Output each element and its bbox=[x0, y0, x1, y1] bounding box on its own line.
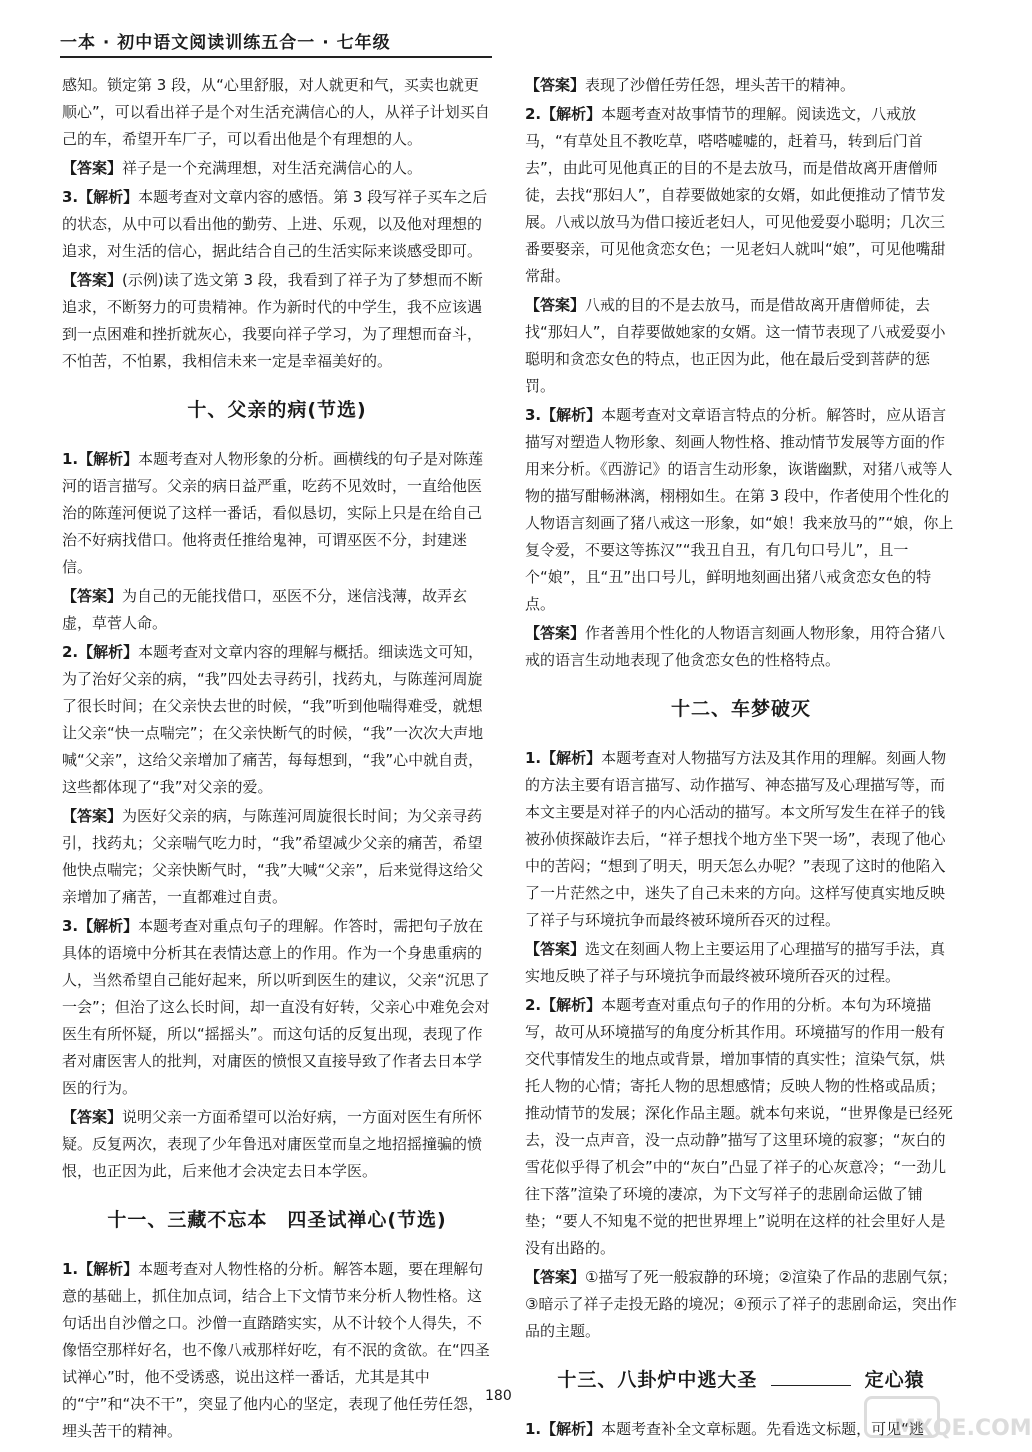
answer-text: 说明父亲一方面希望可以治好病，一方面对医生有所怀疑。反复两次，表现了少年鲁迅对庸医堂而皇之地招摇撞骗的愤恨，也正因为此，后来他才会决定去日本学医。 bbox=[62, 1108, 483, 1180]
analysis-label: 【解析】 bbox=[541, 1420, 602, 1438]
question-number: 3. bbox=[62, 188, 79, 206]
section-title-13 bbox=[525, 1367, 957, 1394]
answer-label: 【答案】 bbox=[525, 76, 586, 94]
question-number: 1. bbox=[62, 450, 79, 468]
question-number: 2. bbox=[525, 996, 542, 1014]
s11-q3-analysis bbox=[525, 402, 957, 618]
analysis-label: 【解析】 bbox=[78, 450, 139, 468]
answer-text: 八戒的目的不是去放马，而是借故离开唐僧师徒，去找“那妇人”，自荐要做她家的女婿。这一情节表现了八戒爱耍小聪明和贪恋女色的特点，也正因为此，他在最后受到菩萨的惩罚。 bbox=[525, 296, 946, 395]
analysis-text: 本题考查对重点句子的作用的分析。本句为环境描写，故可从环境描写的角度分析其作用。环境描写的作用一般有交代事情发生的地点或背景，增加事情的真实性；渲染气氛，烘托人物的心情；寄托人物的思想感情；反映人物的性格或品质；推动情节的发展；深化作品主题。就本句来说，“世界像是已经死去，没一点声音，没一点动静”描写了这里环境的寂寥；“灰白的雪花似乎得了机会”中的“灰白”凸显了祥子的心灰意冷；“一劲儿往下落”渲染了环境的凄凉，为下文写祥子的悲剧命运做了铺垫；“要人不知鬼不觉的把世界埋上”说明在这样的社会里好人是没有出路的。 bbox=[525, 996, 953, 1257]
s10-q2-analysis bbox=[62, 639, 492, 801]
answer-text: ①描写了死一般寂静的环境；②渲染了作品的悲剧气氛；③暗示了祥子走投无路的境况；④预示了祥子的悲剧命运，突出作品的主题。 bbox=[525, 1268, 957, 1340]
question-number: 1. bbox=[525, 749, 542, 767]
s10-q3-answer bbox=[62, 1104, 492, 1185]
analysis-text: 本题考查对故事情节的理解。阅读选文，八戒放马，“有草处且不教吃草，嗒嗒嘘嘘的，赶着马，转到后门首去”，由此可见他真正的目的不是去放马，而是借故离开唐僧师徒，去找“那妇人”，自荐要做她家的女婿，如此便推动了情节发展。八戒以放马为借口接近老妇人，可见他爱耍小聪明；几次三番要娶亲，可见他贪恋女色；一见老妇人就叫“娘”，可见他嘴甜常甜。 bbox=[525, 105, 946, 285]
question-number: 2. bbox=[62, 643, 79, 661]
analysis-text: 本题考查对文章内容的感悟。第 3 段写祥子买车之后的状态，从中可以看出他的勤劳、上进、乐观，以及他对理想的追求，对生活的信心，据此结合自己的生活实际来谈感受即可。 bbox=[62, 188, 488, 260]
answer-text: 为医好父亲的病，与陈莲河周旋很长时间；为父亲寻药引，找药丸；父亲喘气吃力时，“我”希望减少父亲的痛苦，希望他快点喘完；父亲快断气时，“我”大喊“父亲”，后来觉得这给父亲增加了痛苦，一直都难过自责。 bbox=[62, 807, 484, 906]
analysis-label: 【解析】 bbox=[78, 643, 139, 661]
answer-label: 【答案】 bbox=[525, 940, 586, 958]
s12-q1-analysis bbox=[525, 745, 957, 934]
q3-analysis bbox=[62, 184, 492, 265]
answer-text: 为自己的无能找借口，巫医不分，迷信浅薄，故弄玄虚，草菅人命。 bbox=[62, 587, 468, 632]
answer-label: 【答案】 bbox=[62, 1108, 123, 1126]
answer-label: 【答案】 bbox=[62, 159, 123, 177]
intro-paragraph: 感知。锁定第 3 段，从“心里舒服，对人就更和气，买卖也就更顺心”，可以看出祥子是个对生活充满信心的人，从祥子计划买自己的车，希望开车厂子，可以看出他是个有理想的人。 bbox=[62, 76, 490, 148]
analysis-label: 【解析】 bbox=[78, 1260, 139, 1278]
left-column bbox=[62, 72, 492, 1447]
analysis-text: 本题考查对人物描写方法及其作用的理解。刻画人物的方法主要有语言描写、动作描写、神态描写及心理描写等，而本文主要是对祥子的内心活动的描写。本文所写发生在祥子的钱被孙侦探敲诈去后，“祥子想找个地方坐下哭一场”，表现了他心中的苦闷；“想到了明天，明天怎么办呢？”表现了这时的他陷入了一片茫然之中，迷失了自己未来的方向。这样写使真实地反映了祥子与环境抗争而最终被环境所吞灭的过程。 bbox=[525, 749, 947, 929]
s12-q2-answer bbox=[525, 1264, 957, 1345]
question-number: 1. bbox=[525, 1420, 542, 1438]
answer-label: 【答案】 bbox=[525, 1268, 586, 1286]
s10-q2-answer bbox=[62, 803, 492, 911]
s12-q1-answer bbox=[525, 936, 957, 990]
analysis-label: 【解析】 bbox=[541, 406, 602, 424]
answer-text: 表现了沙僧任劳任怨，埋头苦干的精神。 bbox=[585, 76, 856, 94]
analysis-text: 本题考查对人物性格的分析。解答本题，要在理解句意的基础上，抓住加点词，结合上下文情节来分析人物性格。这句话出自沙僧之口。沙僧一直踏踏实实，从不计较个人得失，不像悟空那样好名，也不像八戒那样好吃，有不泯的贪欲。在“四圣试禅心”时，他不受诱惑，说出这样一番话，尤其是其中的“宁”和“决不干”，突显了他内心的坚定，表现了他任劳任怨，埋头苦干的精神。 bbox=[62, 1260, 490, 1440]
s10-q1-analysis bbox=[62, 446, 492, 581]
section-title-10: 十、父亲的病(节选) bbox=[187, 399, 367, 421]
answer-label: 【答案】 bbox=[62, 587, 123, 605]
question-number: 3. bbox=[62, 917, 79, 935]
section-title-11: 十一、三藏不忘本 四圣试禅心(节选) bbox=[107, 1209, 447, 1231]
s11-q1-analysis bbox=[62, 1256, 492, 1445]
section-title-part: 定心猿 bbox=[864, 1369, 925, 1391]
analysis-label: 【解析】 bbox=[541, 105, 602, 123]
question-number: 1. bbox=[62, 1260, 79, 1278]
analysis-label: 【解析】 bbox=[541, 749, 602, 767]
right-column bbox=[525, 72, 957, 1445]
answer-label: 【答案】 bbox=[62, 271, 123, 289]
analysis-text: 本题考查对文章内容的理解与概括。细读选文可知，为了治好父亲的病，“我”四处去寻药引，找药丸，与陈莲河周旋了很长时间；在父亲快去世的时候，“我”听到他喘得难受，就想让父亲“快一点喘完”；在父亲快断气的时候，“我”一次次大声地喊“父亲”，这给父亲增加了痛苦，每每想到，“我”心中就自责，这些都体现了“我”对父亲的爱。 bbox=[62, 643, 484, 796]
section-title-part: 十三、八卦炉中逃大圣 bbox=[557, 1369, 758, 1391]
s10-q3-analysis bbox=[62, 913, 492, 1102]
intro-answer bbox=[62, 155, 492, 182]
answer-label: 【答案】 bbox=[62, 807, 123, 825]
analysis-text: 本题考查对文章语言特点的分析。解答时，应从语言描写对塑造人物形象、刻画人物性格、推动情节发展等方面的作用来分析。《西游记》的语言生动形象，诙谐幽默，对猪八戒等人物的描写酣畅淋漓，栩栩如生。在第 3 段中，作者使用个性化的人物语言刻画了猪八戒这一形象，如“娘！我来放马的”“娘，你上复令爱，不要这等拣汉”“我丑自丑，有几句口号儿”，且一个“娘”，且“丑”出口号儿，鲜明地刻画出猪八戒贪恋女色的特点。 bbox=[525, 406, 954, 613]
running-header: 一本 · 初中语文阅读训练五合一 · 七年级 bbox=[60, 33, 391, 53]
analysis-label: 【解析】 bbox=[78, 188, 139, 206]
answer-text: (示例)读了选文第 3 段，我看到了祥子为了梦想而不断追求，不断努力的可贵精神。作为新时代的中学生，我不应该遇到一点困难和挫折就灰心，我要向祥子学习，为了理想而奋斗，不怕苦，不怕累，我相信未来一定是幸福美好的。 bbox=[62, 271, 483, 370]
answer-text: 选文在刻画人物上主要运用了心理描写的描写手法，真实地反映了祥子与环境抗争而最终被环境所吞灭的过程。 bbox=[525, 940, 946, 985]
q3-answer bbox=[62, 267, 492, 375]
answer-label: 【答案】 bbox=[525, 296, 586, 314]
analysis-text: 本题考查补全文章标题。先看选文标题，可见“逃 bbox=[601, 1420, 924, 1438]
answer-text: 作者善用个性化的人物语言刻画人物形象，用符合猪八戒的语言生动地表现了他贪恋女色的性格特点。 bbox=[525, 624, 946, 669]
s11-q1-answer bbox=[525, 72, 957, 99]
question-number: 2. bbox=[525, 105, 542, 123]
s12-q2-analysis bbox=[525, 992, 957, 1262]
watermark-text: MXQE.COM bbox=[894, 1416, 1032, 1441]
header-rule bbox=[60, 56, 492, 58]
analysis-label: 【解析】 bbox=[78, 917, 139, 935]
s11-q3-answer bbox=[525, 620, 957, 674]
answer-label: 【答案】 bbox=[525, 624, 586, 642]
section-title-12: 十二、车梦破灭 bbox=[670, 698, 811, 720]
analysis-text: 本题考查对重点句子的理解。作答时，需把句子放在具体的语境中分析其在表情达意上的作用。作为一个身患重病的人，当然希望自己能好起来，所以听到医生的建议，父亲“沉思了一会”；但治了这么长时间，却一直没有好转，父亲心中难免会对医生有所怀疑，所以“摇摇头”。而这句话的反复出现，表现了作者对庸医害人的批判，对庸医的愤恨又直接导致了作者去日本学医的行为。 bbox=[62, 917, 490, 1097]
fill-blank-line bbox=[771, 1385, 851, 1386]
analysis-label: 【解析】 bbox=[541, 996, 602, 1014]
s11-q2-analysis bbox=[525, 101, 957, 290]
analysis-text: 本题考查对人物形象的分析。画横线的句子是对陈莲河的语言描写。父亲的病日益严重，吃药不见效时，一直给他医治的陈莲河便说了这样一番话，看似恳切，实际上只是在给自己治不好病找借口。他将责任推给鬼神，可谓巫医不分，封建迷信。 bbox=[62, 450, 484, 576]
s10-q1-answer bbox=[62, 583, 492, 637]
question-number: 3. bbox=[525, 406, 542, 424]
watermark-logo bbox=[864, 1396, 1032, 1444]
page-number: 180 bbox=[485, 1388, 512, 1404]
s11-q2-answer bbox=[525, 292, 957, 400]
answer-text: 祥子是一个充满理想，对生活充满信心的人。 bbox=[122, 159, 423, 177]
